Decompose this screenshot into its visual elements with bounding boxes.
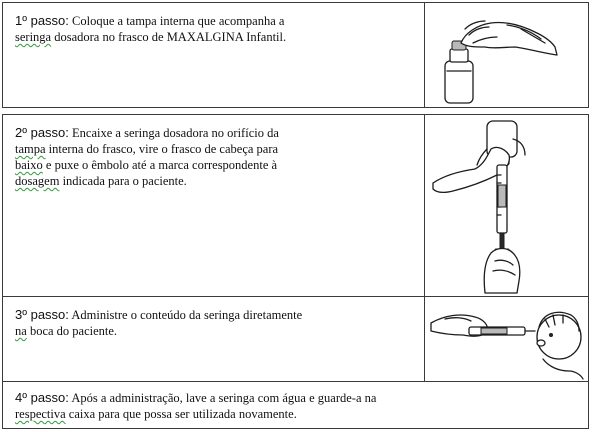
step-1-text — [15, 13, 286, 45]
step-3-text — [15, 307, 302, 339]
syringe-cap-on-bottle-icon — [425, 3, 588, 107]
step-3-illustration-cell — [424, 296, 589, 382]
step-1-illustration-cell — [424, 2, 589, 108]
step-2-line-4: indicada para o paciente. — [59, 174, 187, 188]
step-1-line-2: dosadora no frasco de MAXALGINA Infantil. — [51, 30, 287, 44]
step-2-line-2: interna do frasco, vire o frasco de cabeça para — [45, 142, 279, 156]
step-2-label: 2º passo: — [15, 125, 69, 140]
step-2-line-3: e puxe o êmbolo até a marca correspondente à — [42, 158, 278, 172]
step-4-text-cell — [2, 381, 589, 429]
inverted-bottle-syringe-draw-icon — [425, 115, 588, 296]
step-1-label: 1º passo: — [15, 13, 69, 28]
step-4-line-2: caixa para que possa ser utilizada novamente. — [65, 407, 297, 421]
step-3-label: 3º passo: — [15, 307, 69, 322]
step-2-squiggle-word-3: dosagem — [15, 174, 60, 188]
step-4-label: 4º passo: — [15, 390, 69, 405]
step-4-text — [15, 390, 376, 422]
step-3-text-cell — [2, 296, 425, 382]
step-1-text-cell — [2, 2, 425, 108]
step-4-line-1: Após a administração, lave a seringa com água e guarde-a na — [71, 391, 377, 405]
step-4-squiggle-word: respectiva — [15, 407, 66, 421]
step-2-line-1: Encaixe a seringa dosadora no orifício da — [72, 126, 279, 140]
step-2-text-cell — [2, 114, 425, 297]
syringe-to-child-mouth-icon — [425, 297, 588, 381]
step-2-illustration-cell — [424, 114, 589, 297]
step-3-squiggle-word: na — [15, 324, 27, 338]
step-2-text — [15, 125, 279, 189]
step-3-line-2: boca do paciente. — [26, 324, 118, 338]
step-2-squiggle-word-1: tampa — [15, 142, 46, 156]
step-2-squiggle-word-2: baixo — [15, 158, 43, 172]
step-3-line-1: Administre o conteúdo da seringa diretamente — [71, 308, 303, 322]
step-1-squiggle-word: seringa — [15, 30, 52, 44]
step-1-line-1: Coloque a tampa interna que acompanha a — [72, 14, 285, 28]
